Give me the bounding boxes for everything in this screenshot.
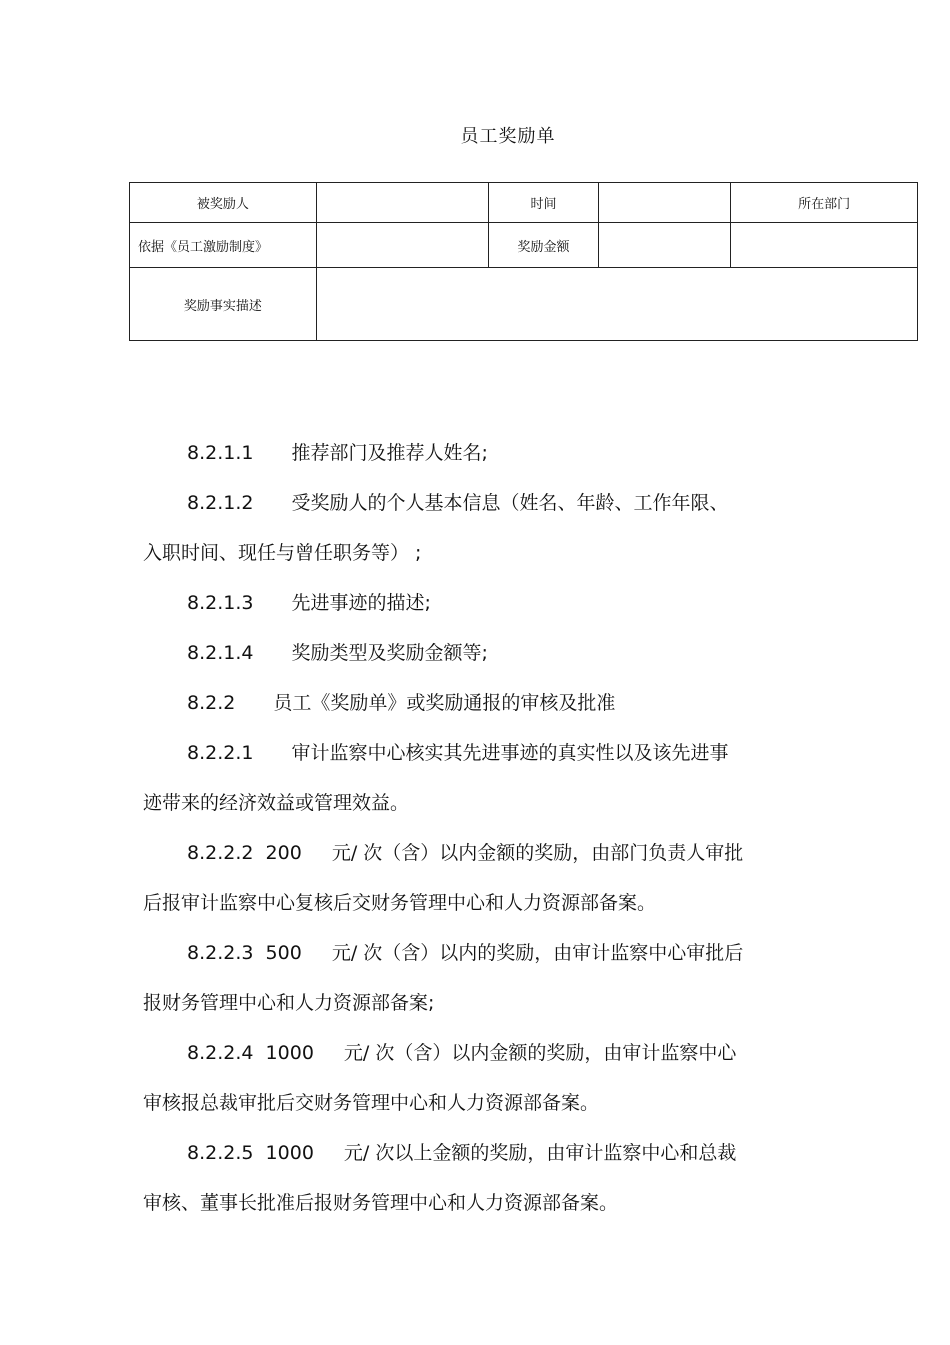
clause-text: 审计监察中心核实其先进事迹的真实性以及该先进事 bbox=[291, 742, 729, 764]
paragraph bbox=[143, 1028, 803, 1078]
table-row bbox=[130, 223, 918, 268]
document-body bbox=[143, 428, 803, 1228]
paragraph bbox=[143, 578, 803, 628]
recipient-value-cell[interactable] bbox=[316, 183, 488, 223]
clause-text: 元/ 次（含）以内金额的奖励，由部门负责人审批 bbox=[331, 842, 744, 864]
clause-number: 8.2.1.1 bbox=[187, 442, 254, 464]
clause-number: 8.2.1.4 bbox=[187, 642, 254, 664]
clause-number: 8.2.1.2 bbox=[187, 492, 254, 514]
clause-text: 奖励类型及奖励金额等; bbox=[291, 642, 488, 664]
clause-number: 8.2.2.3 500 bbox=[187, 942, 302, 964]
clause-text: 推荐部门及推荐人姓名; bbox=[291, 442, 488, 464]
paragraph bbox=[143, 1128, 803, 1178]
facts-label: 奖励事实描述 bbox=[130, 268, 317, 341]
dept-label: 所在部门 bbox=[731, 183, 918, 223]
amount-label: 奖励金额 bbox=[488, 223, 599, 268]
clause-number: 8.2.2.2 200 bbox=[187, 842, 302, 864]
clause-number: 8.2.2.1 bbox=[187, 742, 254, 764]
clause-text: 受奖励人的个人基本信息（姓名、年龄、工作年限、 bbox=[291, 492, 729, 514]
facts-value-cell[interactable] bbox=[316, 268, 917, 341]
reward-form-table bbox=[129, 182, 918, 341]
time-label: 时间 bbox=[488, 183, 599, 223]
clause-text: 元/ 次以上金额的奖励，由审计监察中心和总裁 bbox=[343, 1142, 737, 1164]
clause-continuation: 审核、董事长批准后报财务管理中心和人力资源部备案。 bbox=[143, 1192, 619, 1214]
paragraph bbox=[143, 428, 803, 478]
clause-number: 8.2.2.5 1000 bbox=[187, 1142, 314, 1164]
paragraph bbox=[143, 628, 803, 678]
clause-text: 先进事迹的描述; bbox=[291, 592, 431, 614]
amount-value-cell[interactable] bbox=[599, 223, 731, 268]
paragraph bbox=[143, 828, 803, 878]
time-value-cell[interactable] bbox=[599, 183, 731, 223]
table-row bbox=[130, 268, 918, 341]
clause-continuation: 入职时间、现任与曾任职务等） ; bbox=[143, 542, 422, 564]
clause-continuation: 后报审计监察中心复核后交财务管理中心和人力资源部备案。 bbox=[143, 892, 657, 914]
paragraph bbox=[143, 678, 803, 728]
form-title: 员工奖励单 bbox=[460, 126, 556, 147]
recipient-label: 被奖励人 bbox=[130, 183, 317, 223]
clause-number: 8.2.2 bbox=[187, 692, 236, 714]
clause-continuation: 报财务管理中心和人力资源部备案; bbox=[143, 992, 435, 1014]
clause-number: 8.2.2.4 1000 bbox=[187, 1042, 314, 1064]
clause-text: 元/ 次（含）以内金额的奖励，由审计监察中心 bbox=[343, 1042, 737, 1064]
clause-text: 元/ 次（含）以内的奖励，由审计监察中心审批后 bbox=[331, 942, 744, 964]
basis-value-cell[interactable] bbox=[316, 223, 488, 268]
clause-continuation: 审核报总裁审批后交财务管理中心和人力资源部备案。 bbox=[143, 1092, 600, 1114]
table-row bbox=[130, 183, 918, 223]
clause-text: 员工《奖励单》或奖励通报的审核及批准 bbox=[273, 692, 616, 714]
clause-number: 8.2.1.3 bbox=[187, 592, 254, 614]
paragraph bbox=[143, 928, 803, 978]
paragraph bbox=[143, 728, 803, 778]
dept-value-cell[interactable] bbox=[731, 223, 918, 268]
paragraph bbox=[143, 478, 803, 528]
basis-label: 依据《员工激励制度》 bbox=[130, 223, 317, 268]
clause-continuation: 迹带来的经济效益或管理效益。 bbox=[143, 792, 410, 814]
